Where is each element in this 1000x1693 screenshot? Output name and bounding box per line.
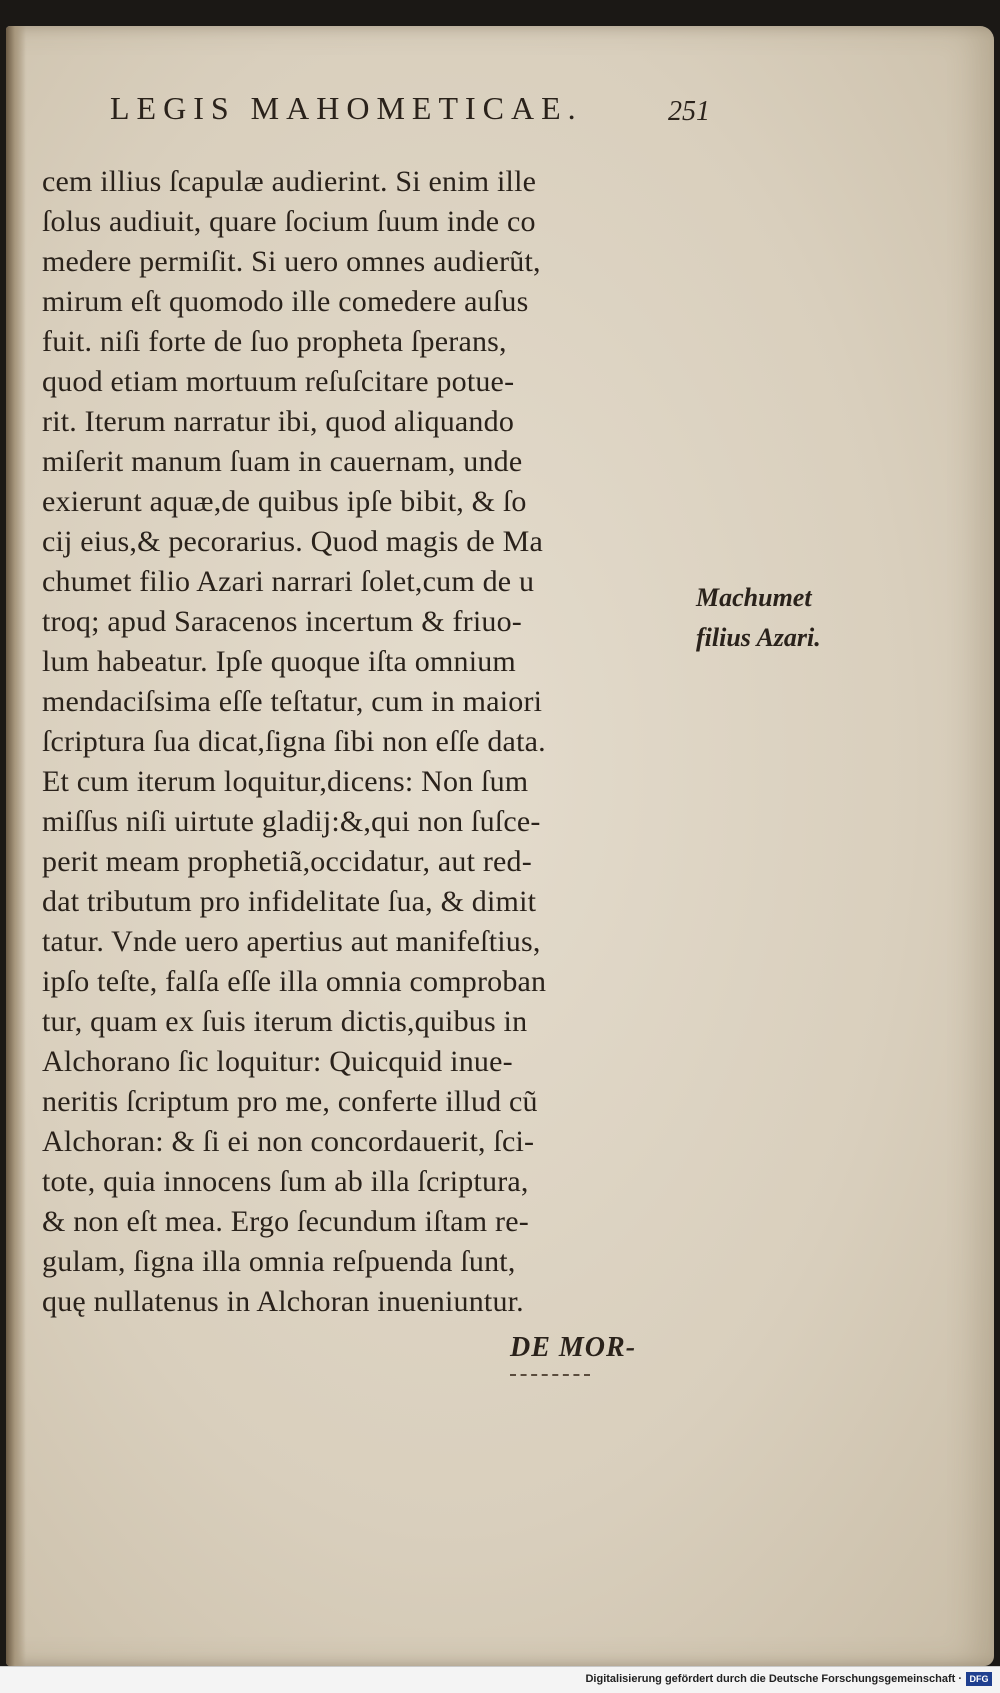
text-line: Alchoran: & ſi ei non concordauerit, ſci- (42, 1125, 535, 1158)
catchword-underline (510, 1374, 590, 1379)
text-line: ſcriptura ſua dicat,ſigna ſibi non eſſe data. (42, 725, 546, 758)
text-line: mendaciſsima eſſe teſtatur, cum in maiori (42, 685, 543, 718)
dfg-logo: DFG (966, 1672, 992, 1686)
text-line: fuit. niſi forte de ſuo propheta ſperans, (42, 325, 507, 358)
text-line: quę nullatenus in Alchoran inueniuntur. (42, 1285, 524, 1318)
text-line: miſſus niſi uirtute gladij:&,qui non ſuſce- (42, 805, 541, 838)
catchword: DE MOR- (510, 1332, 637, 1363)
running-head (110, 90, 710, 142)
text-line: dat tributum pro infidelitate ſua, & dimit (42, 885, 537, 918)
page-gutter-shadow (6, 26, 26, 1666)
book-page (6, 26, 994, 1666)
marginal-note-line: Machumet (696, 583, 812, 612)
text-line: quod etiam mortuum reſuſcitare potue- (42, 365, 515, 398)
text-line: exierunt aquæ,de quibus ipſe bibit, & ſo (42, 485, 527, 518)
text-line: gulam, ſigna illa omnia reſpuenda ſunt, (42, 1245, 516, 1278)
text-line: Alchorano ſic loquitur: Quicquid inue- (42, 1045, 513, 1078)
text-line: ſolus audiuit, quare ſocium ſuum inde co (42, 205, 536, 238)
text-line: tur, quam ex ſuis iterum dictis,quibus in (42, 1005, 528, 1038)
marginal-note-line: filius Azari. (696, 623, 821, 652)
text-line: perit meam prophetiã,occidatur, aut red- (42, 845, 532, 878)
text-line: rit. Iterum narratur ibi, quod aliquando (42, 405, 515, 438)
footer-credit: Digitalisierung gefördert durch die Deutsche Forschungsgemeinschaft · (585, 1673, 962, 1685)
text-line: medere permiſit. Si uero omnes audierũt, (42, 245, 541, 278)
text-line: lum habeatur. Ipſe quoque iſta omnium (42, 645, 516, 678)
text-line: tote, quia innocens ſum ab illa ſcriptura, (42, 1165, 529, 1198)
text-line: ipſo teſte, falſa eſſe illa omnia comproban (42, 965, 547, 998)
digitization-footer (0, 1666, 1000, 1693)
marginal-note (696, 578, 876, 658)
text-line: mirum eſt quomodo ille comedere auſus (42, 285, 529, 318)
text-line: Et cum iterum loquitur,dicens: Non ſum (42, 765, 529, 798)
text-line: cem illius ſcapulæ audierint. Si enim ille (42, 165, 537, 198)
running-title: LEGIS MAHOMETICAE. (110, 90, 583, 126)
text-line: tatur. Vnde uero apertius aut manifeſtius, (42, 925, 541, 958)
text-line: & non eſt mea. Ergo ſecundum iſtam re- (42, 1205, 529, 1238)
text-line: troq; apud Saracenos incertum & friuo- (42, 605, 522, 638)
main-text-block (42, 162, 702, 1322)
text-line: neritis ſcriptum pro me, conferte illud cũ (42, 1085, 538, 1118)
text-line: chumet filio Azari narrari ſolet,cum de u (42, 565, 535, 598)
text-line: miſerit manum ſuam in cauernam, unde (42, 445, 523, 478)
page-number: 251 (668, 96, 710, 127)
text-line: cij eius,& pecorarius. Quod magis de Ma (42, 525, 544, 558)
